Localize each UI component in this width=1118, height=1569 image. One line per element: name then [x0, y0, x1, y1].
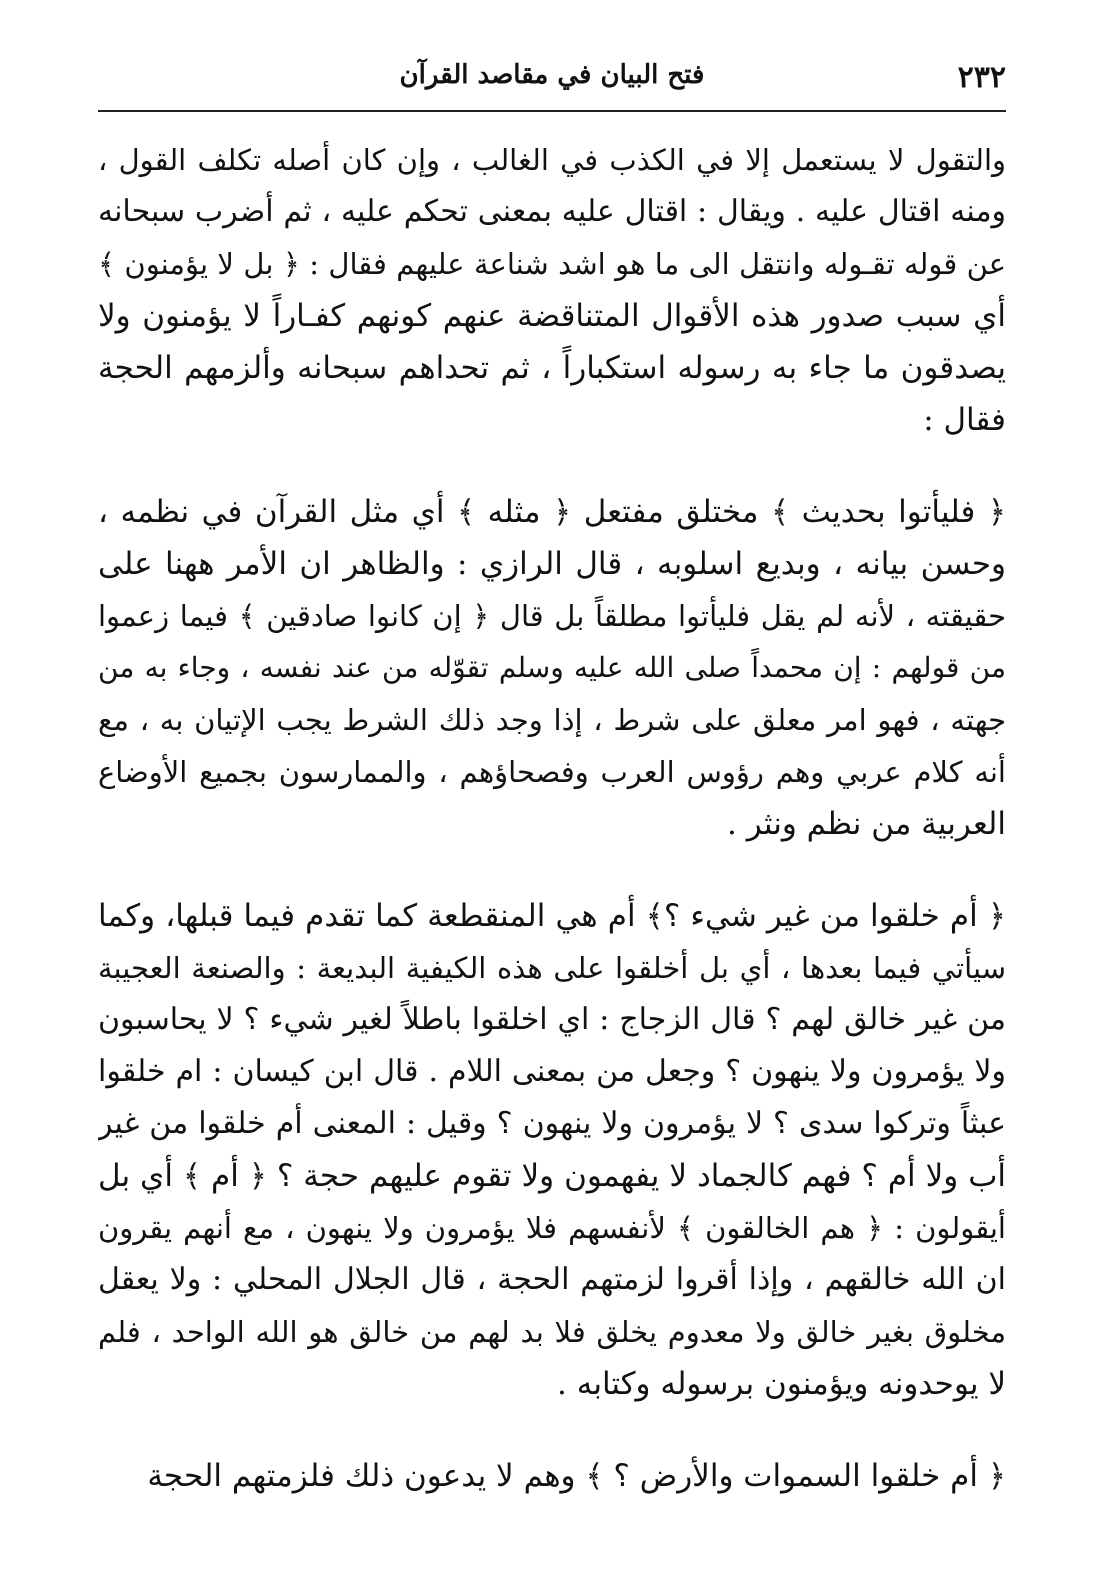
paragraph-gap: [98, 1410, 1006, 1450]
page-body: [98, 134, 1006, 1502]
text-line: سيأتي فيما بعدها ، أي بل أخلقوا على هذه الكيفية البديعة : والصنعة العجيبة: [98, 951, 1006, 985]
text-line: لا يوحدونه ويؤمنون برسوله وكتابه .: [556, 1366, 1006, 1402]
text-line: من غير خالق لهم ؟ قال الزجاج : اي اخلقوا باطلاً لغير شيء ؟ لا يحاسبون: [98, 1002, 1006, 1037]
paragraph-gap: [98, 850, 1006, 890]
text-line: مخلوق بغير خالق ولا معدوم يخلق فلا بد لهم من خالق هو الله الواحد ، فلم: [98, 1315, 1006, 1349]
text-line: حقيقته ، لأنه لم يقل فليأتوا مطلقاً بل قال ﴿ إن كانوا صادقين ﴾ فيما زعموا: [98, 599, 1006, 633]
page-header: [98, 54, 1006, 106]
text-line: يصدقون ما جاء به رسوله استكباراً ، ثم تحداهم سبحانه وألزمهم الحجة: [98, 350, 1006, 386]
text-line: أب ولا أم ؟ فهم كالجماد لا يفهمون ولا تقوم عليهم حجة ؟ ﴿ أم ﴾ أي بل: [98, 1158, 1006, 1194]
text-line: من قولهم : إن محمداً صلى الله عليه وسلم تقوّله من عند نفسه ، وجاء به من: [98, 651, 1006, 684]
text-line: ولا يؤمرون ولا ينهون ؟ وجعل من بمعنى اللام . قال ابن كيسان : ام خلقوا: [98, 1054, 1006, 1089]
text-line: والتقول لا يستعمل إلا في الكذب في الغالب ، وإن كان أصله تكلف القول ،: [98, 143, 1006, 177]
paragraph: [98, 890, 1006, 1410]
text-line: فقال :: [923, 402, 1006, 438]
text-line: أي سبب صدور هذه الأقوال المتناقضة عنهم كونهم كفـاراً لا يؤمنون ولا: [98, 298, 1006, 334]
text-line: عن قوله تقـوله وانتقل الى ما هو اشد شناعة عليهم فقال : ﴿ بل لا يؤمنون ﴾: [98, 247, 1006, 281]
text-line: أنه كلام عربي وهم رؤوس العرب وفصحاؤهم ، والممارسون بجميع الأوضاع: [98, 755, 1006, 789]
paragraph: [98, 134, 1006, 446]
running-title: فتح البيان في مقاصد القرآن: [399, 60, 705, 90]
paragraph: [98, 486, 1006, 850]
page-number: ٢٣٢: [957, 60, 1006, 95]
text-line: ان الله خالقهم ، وإذا أقروا لزمتهم الحجة ، قال الجلال المحلي : ولا يعقل: [98, 1262, 1006, 1297]
text-line: عبثاً وتركوا سدى ؟ لا يؤمرون ولا ينهون ؟ وقيل : المعنى أم خلقوا من غير: [98, 1106, 1006, 1141]
text-line: جهته ، فهو امر معلق على شرط ، إذا وجد ذلك الشرط يجب الإتيان به ، مع: [98, 703, 1006, 737]
text-line: ﴿ أم خلقوا من غير شيء ؟﴾ أم هي المنقطعة كما تقدم فيما قبلها، وكما: [98, 898, 1006, 934]
paragraph: [98, 1450, 1006, 1502]
text-line: العربية من نظم ونثر .: [727, 806, 1006, 842]
text-line: أيقولون : ﴿ هم الخالقون ﴾ لأنفسهم فلا يؤمرون ولا ينهون ، مع أنهم يقرون: [98, 1211, 1006, 1245]
text-line: وحسن بيانه ، وبديع اسلوبه ، قال الرازي : والظاهر ان الأمر ههنا على: [98, 546, 1006, 582]
paragraph-gap: [98, 446, 1006, 486]
text-line: ومنه اقتال عليه . ويقال : اقتال عليه بمعنى تحكم عليه ، ثم أضرب سبحانه: [98, 194, 1006, 229]
text-line: ﴿ فليأتوا بحديث ﴾ مختلق مفتعل ﴿ مثله ﴾ أي مثل القرآن في نظمه ،: [98, 494, 1006, 530]
text-line: ﴿ أم خلقوا السموات والأرض ؟ ﴾ وهم لا يدعون ذلك فلزمتهم الحجة: [147, 1458, 1006, 1494]
header-rule: [98, 110, 1006, 112]
